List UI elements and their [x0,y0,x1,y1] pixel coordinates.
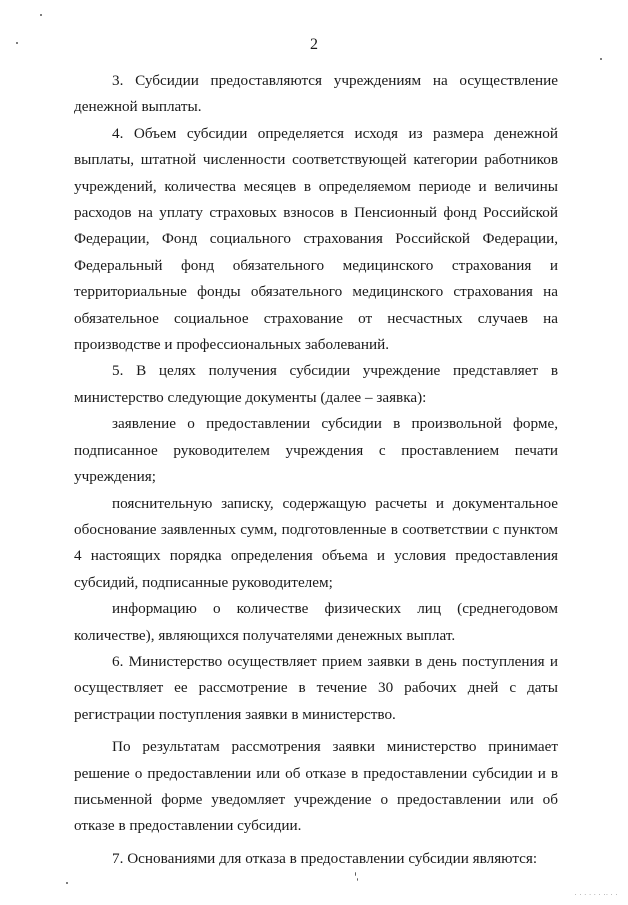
paragraph-item-3: 3. Субсидии предоставляются учреждениям на осуществление денежной выплаты. [74,72,558,116]
paragraph-decision: По результатам рассмотрения заявки министерство принимает решение о предоставлении или об отказе в предоставлении субсидии и в письменной форме уведомляет учреждение о предоставлении или об отказе в предоставлении субсидии. [74,738,558,835]
page-number: 2 [310,36,318,53]
paragraph-item-6: 6. Министерство осуществляет прием заявки в день поступления и осуществляет ее рассмотрение в течение 30 рабочих дней с даты регистрации поступления заявки в министерство. [74,652,558,723]
scan-corner-mark: · · · · · · ·· · · [574,892,618,899]
paragraph-item-7: 7. Основаниями для отказа в предоставлении субсидии являются: [112,849,538,867]
scan-speck [355,872,356,876]
paragraph-application-statement: заявление о предоставлении субсидии в произвольной форме, подписанное руководителем учреждения с проставлением печати учреждения; [74,415,558,486]
paragraph-item-5: 5. В целях получения субсидии учреждение представляет в министерство следующие документы (далее – заявка): [74,362,558,406]
document-body [74,68,558,872]
scan-speck [66,882,68,884]
scan-speck [357,878,358,881]
paragraph-item-4: 4. Объем субсидии определяется исходя из размера денежной выплаты, штатной численности соответствующей категории работников учреждений, количества месяцев в определяемом периоде и величины расходов на уплату страховых взносов в Пенсионный фонд Российской Федерации, Фонд социального страхования Российской Федерации, Федеральный фонд обязательного медицинского страхования и территориальные фонды обязательного медицинского страхования на обязательное социальное страхование от несчастных случаев на производстве и профессиональных заболеваний. [74,124,558,354]
scan-speck [600,58,602,60]
paragraph-explanatory-note: пояснительную записку, содержащую расчеты и документальное обоснование заявленных сумм, подготовленные в соответствии с пунктом 4 настоящих порядка определения объема и условия предоставления субсидий, подписанные руководителем; [74,494,558,591]
paragraph-recipient-info: информацию о количестве физических лиц (среднегодовом количестве), являющихся получателями денежных выплат. [74,600,558,644]
scan-speck [40,14,42,16]
